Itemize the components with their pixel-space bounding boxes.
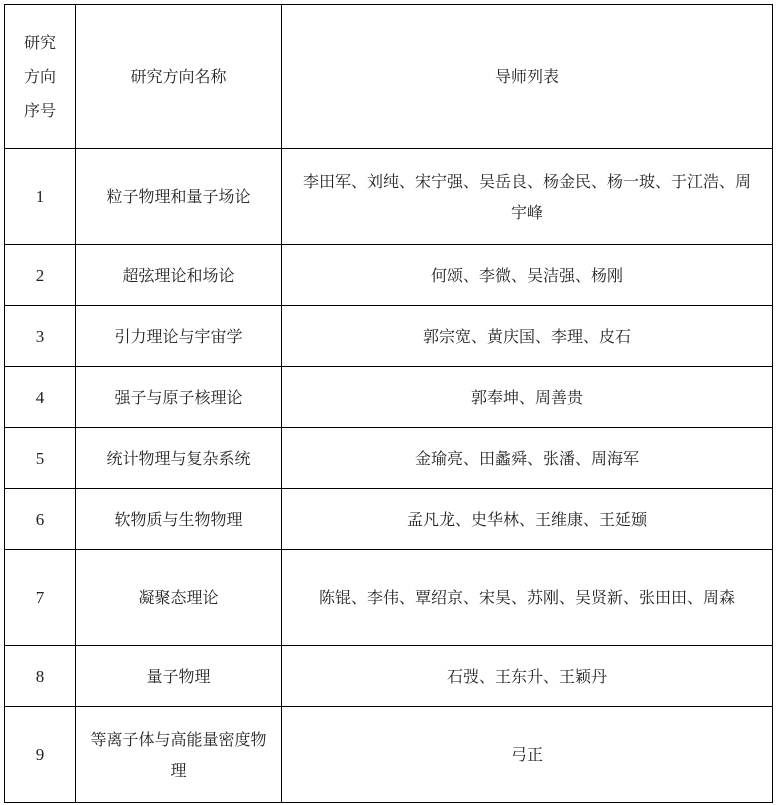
row-index: 6	[5, 489, 76, 550]
row-advisors: 弓正	[282, 707, 773, 803]
row-index: 7	[5, 550, 76, 646]
row-direction: 强子与原子核理论	[76, 367, 282, 428]
row-index: 9	[5, 707, 76, 803]
row-direction: 超弦理论和场论	[76, 245, 282, 306]
row-advisors: 石弢、王东升、王颖丹	[282, 646, 773, 707]
row-advisors: 孟凡龙、史华林、王维康、王延颋	[282, 489, 773, 550]
table-row	[5, 428, 773, 489]
row-direction: 软物质与生物物理	[76, 489, 282, 550]
research-direction-table	[4, 4, 773, 803]
row-index: 5	[5, 428, 76, 489]
row-advisors: 金瑜亮、田蠡舜、张潘、周海军	[282, 428, 773, 489]
row-advisors: 郭宗宽、黄庆国、李理、皮石	[282, 306, 773, 367]
header-direction: 研究方向名称	[76, 5, 282, 149]
table-row	[5, 646, 773, 707]
row-index: 1	[5, 149, 76, 245]
row-advisors: 陈锟、李伟、覃绍京、宋昊、苏刚、吴贤新、张田田、周森	[282, 550, 773, 646]
row-index: 8	[5, 646, 76, 707]
row-advisors: 李田军、刘纯、宋宁强、吴岳良、杨金民、杨一玻、于江浩、周宇峰	[282, 149, 773, 245]
row-index: 2	[5, 245, 76, 306]
table-row	[5, 149, 773, 245]
table-row	[5, 489, 773, 550]
table-row	[5, 306, 773, 367]
header-advisors: 导师列表	[282, 5, 773, 149]
row-advisors: 郭奉坤、周善贵	[282, 367, 773, 428]
row-direction: 量子物理	[76, 646, 282, 707]
row-direction: 等离子体与高能量密度物理	[76, 707, 282, 803]
table-row	[5, 367, 773, 428]
cropped-caption	[0, 0, 777, 3]
table-row	[5, 245, 773, 306]
row-advisors: 何颂、李微、吴洁强、杨刚	[282, 245, 773, 306]
row-direction: 统计物理与复杂系统	[76, 428, 282, 489]
header-row	[5, 5, 773, 149]
row-direction: 粒子物理和量子场论	[76, 149, 282, 245]
row-index: 4	[5, 367, 76, 428]
table-row	[5, 550, 773, 646]
row-index: 3	[5, 306, 76, 367]
header-index: 研究方向序号	[5, 5, 76, 149]
row-direction: 引力理论与宇宙学	[76, 306, 282, 367]
table-row	[5, 707, 773, 803]
row-direction: 凝聚态理论	[76, 550, 282, 646]
